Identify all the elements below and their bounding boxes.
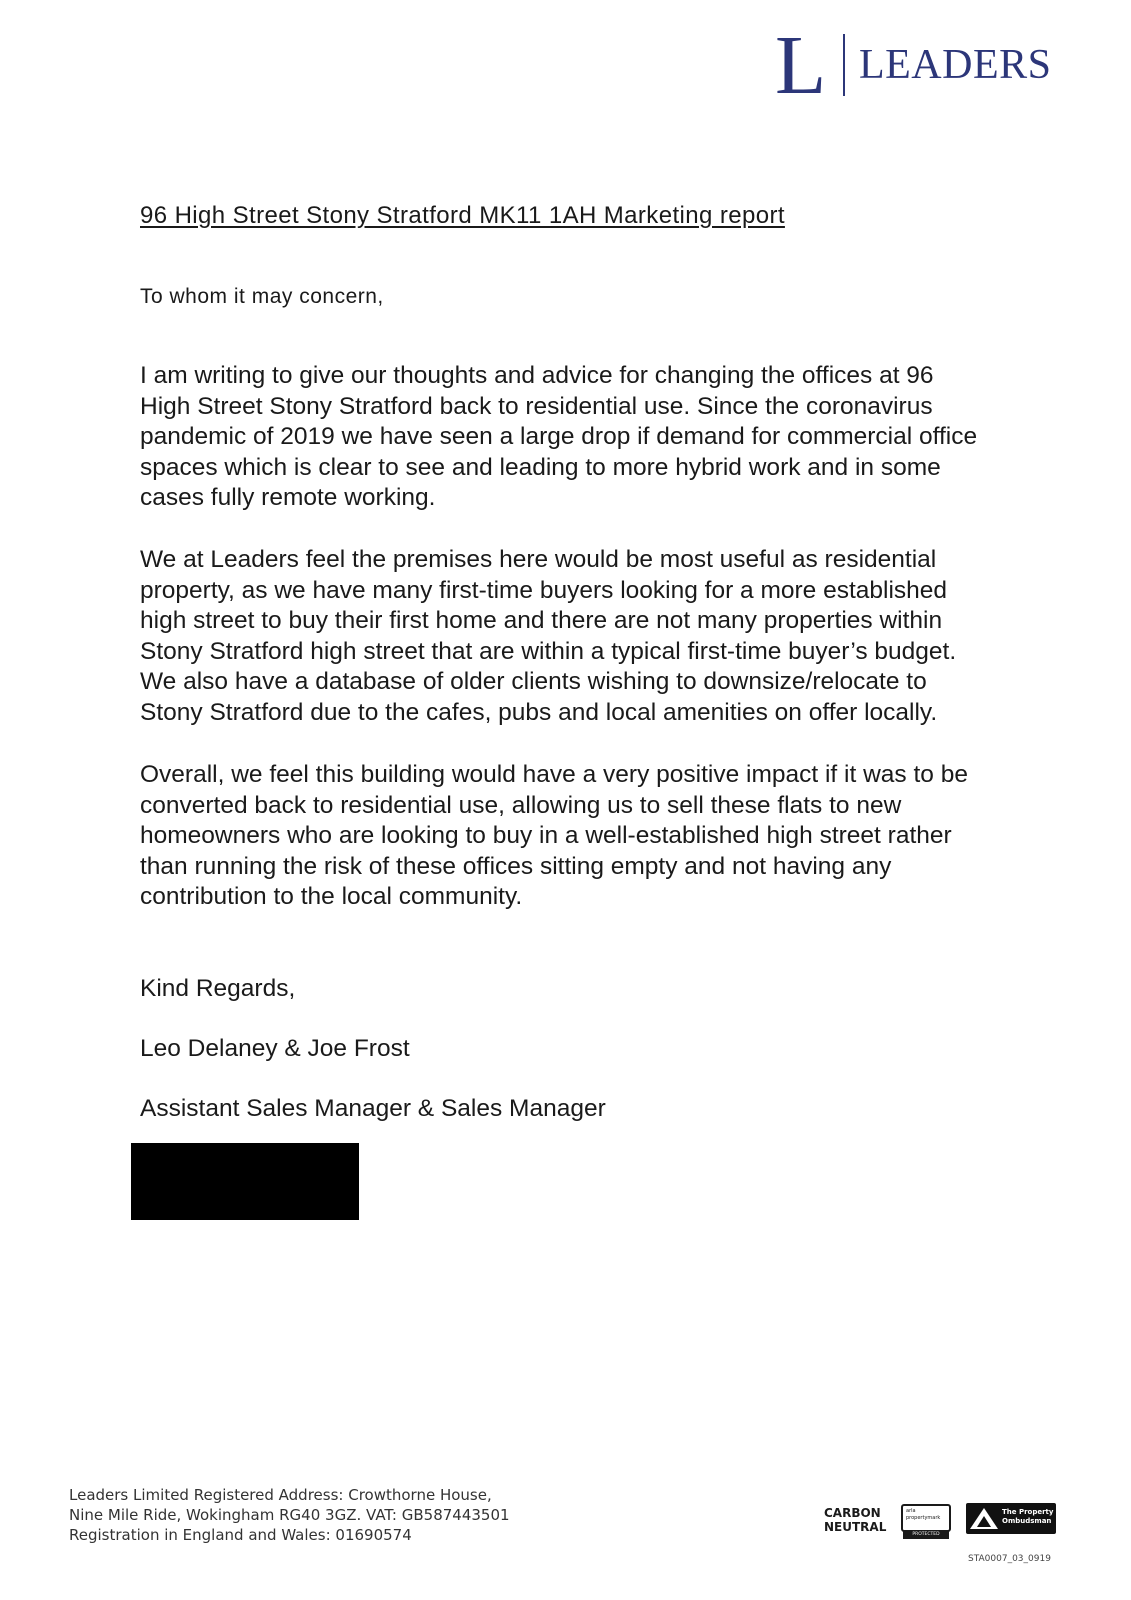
closing: Kind Regards, [140,975,296,1002]
paragraph-line: We at Leaders feel the premises here would be most useful as residential [140,546,937,573]
carbon-badge-line: CARBON [824,1506,881,1520]
carbon-badge-line: NEUTRAL [824,1520,887,1534]
paragraph-line: contribution to the local community. [140,883,523,910]
signatory-names: Leo Delaney & Joe Frost [140,1035,410,1062]
paragraph-3 [140,760,1060,913]
paragraph-line: than running the risk of these offices sitting empty and not having any [140,852,892,880]
redacted-signature [131,1143,359,1220]
paragraph-line: homeowners who are looking to buy in a well-established high street rather [140,822,952,849]
paragraph-line: pandemic of 2019 we have seen a large drop if demand for commercial office [140,423,978,450]
property-ombudsman-badge [966,1503,1056,1534]
arla-badge-foot: PROTECTED [903,1531,949,1539]
paragraph-line: Stony Stratford high street that are within a typical first-time buyer’s budget. [140,637,957,665]
paragraph-line: We also have a database of older clients wishing to downsize/relocate to [140,668,927,695]
paragraph-line: High Street Stony Stratford back to residential use. Since the coronavirus [140,392,933,420]
carbon-neutral-badge [824,1506,890,1540]
logo-wordmark: LEADERS [859,42,1052,88]
logo-divider [843,34,845,96]
ombudsman-badge-line: The Property [1002,1508,1054,1516]
ombudsman-badge-line: Ombudsman [1002,1517,1052,1525]
leaders-logo [775,19,1065,112]
document-title: 96 High Street Stony Stratford MK11 1AH Marketing report [140,202,785,229]
arla-badge-line: arla [906,1508,916,1514]
paragraph-line: cases fully remote working. [140,484,436,511]
paragraph-line: Overall, we feel this building would have a very positive impact if it was to be [140,761,968,788]
footer-address-line: Registration in England and Wales: 01690574 [69,1526,412,1544]
paragraph-line: high street to buy their first home and there are not many properties within [140,607,943,634]
footer-address [69,1485,510,1545]
paragraph-2 [140,545,1060,728]
document-reference: STA0007_03_0919 [968,1554,1051,1564]
logo-letter: L [775,19,827,112]
salutation: To whom it may concern, [140,285,384,308]
signatory-roles: Assistant Sales Manager & Sales Manager [140,1095,606,1122]
arla-propertymark-badge [901,1504,951,1537]
paragraph-line: I am writing to give our thoughts and advice for changing the offices at 96 [140,362,934,389]
paragraph-line: spaces which is clear to see and leading to more hybrid work and in some [140,453,941,481]
arla-badge-line: propertymark [906,1515,941,1521]
footer-address-line: Nine Mile Ride, Wokingham RG40 3GZ. VAT: GB587443501 [69,1506,510,1524]
paragraph-1 [140,361,1060,514]
paragraph-line: Stony Stratford due to the cafes, pubs and local amenities on offer locally. [140,698,938,726]
ombudsman-triangle-icon [969,1507,999,1530]
paragraph-line: converted back to residential use, allowing us to sell these flats to new [140,791,902,819]
paragraph-line: property, as we have many first-time buyers looking for a more established [140,576,948,604]
footer-address-line: Leaders Limited Registered Address: Crowthorne House, [69,1486,492,1504]
